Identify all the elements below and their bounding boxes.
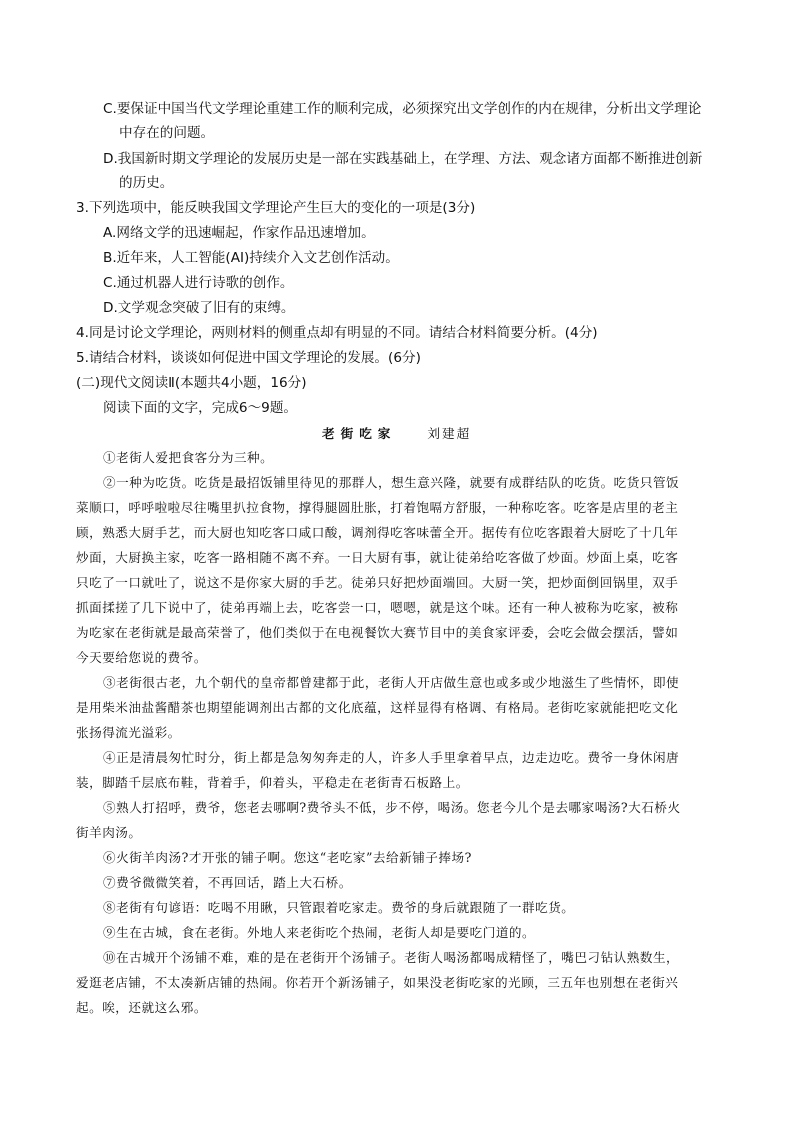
q3-option-a: A.网络文学的迅速崛起，作家作品迅速增加。 (103, 225, 375, 241)
passage-line: 菜顺口，呼呼啦啦尽往嘴里扒拉食物，撑得腿圆肚胀，打着饱嗝方舒服，一种称吃客。吃客是店里的老主 (76, 500, 679, 515)
passage-line: 爱逛老店铺，不太凑新店铺的热闹。你若开个新汤铺子，如果没老街吃家的光顾，三五年也别想在老街兴 (76, 975, 679, 990)
passage-line: ⑩在古城开个汤铺不难，难的是在老街开个汤铺子。老街人喝汤都喝成精怪了，嘴巴刁钻认熟数生， (103, 950, 680, 965)
passage-line: ⑤熟人打招呼，费爷，您老去哪啊?费爷头不低，步不停，喝汤。您老今儿个是去哪家喝汤?大石桥火 (103, 800, 681, 815)
q3-option-d: D.文学观念突破了旧有的束缚。 (103, 300, 295, 316)
passage-line: 炒面，大厨换主家，吃客一路相随不离不弃。一日大厨有事，就让徒弟给吃客做了炒面。炒面上桌，吃客 (76, 550, 679, 565)
passage-line: ①老街人爱把食客分为三种。 (103, 450, 274, 465)
passage-line: 起。唉，还就这么邪。 (76, 1000, 207, 1015)
passage-line: ⑥火街羊肉汤?才开张的铺子啊。您这“老吃家”去给新铺子捧场? (103, 850, 472, 865)
q2-option-d-line2: 的历史。 (119, 175, 174, 191)
q3-stem: 3.下列选项中，能反映我国文学理论产生巨大的变化的一项是(3分) (76, 200, 476, 216)
passage-line: ④正是清晨匆忙时分，街上都是急匆匆奔走的人，许多人手里拿着早点，边走边吃。费爷一身休闲唐 (103, 750, 680, 765)
passage-title: 老街吃家 (322, 426, 397, 441)
passage-line: 是用柴米油盐酱醋茶也期望能调剂出古都的文化底蕴，这样显得有格调、有格局。老街吃家就能把吃文化 (76, 700, 679, 715)
q3-option-b: B.近年来，人工智能(AI)持续介入文艺创作活动。 (103, 250, 399, 266)
passage-line: 为吃家在老街就是最高荣誉了，他们类似于在电视餐饮大赛节目中的美食家评委，会吃会做会摆活，譬如 (76, 625, 679, 640)
question-5: 5.请结合材料，谈谈如何促进中国文学理论的发展。(6分) (76, 350, 421, 366)
passage-line: ②一种为吃货。吃货是最招饭铺里待见的那群人，想生意兴隆，就要有成群结队的吃货。吃货只管饭 (103, 475, 680, 490)
passage-heading (322, 425, 471, 443)
passage-line: ⑦费爷微微笑着，不再回话，踏上大石桥。 (103, 875, 352, 890)
section-heading: (二)现代文阅读Ⅱ(本题共4小题，16分) (76, 375, 307, 391)
passage-line: ⑨生在古城，食在老街。外地人来老街吃个热闹，老街人却是要吃门道的。 (103, 925, 536, 940)
question-4: 4.同是讨论文学理论，两则材料的侧重点却有明显的不同。请结合材料简要分析。(4分) (76, 325, 598, 341)
reading-instruction: 阅读下面的文字，完成6～9题。 (103, 400, 298, 416)
q2-option-c-line2: 中存在的问题。 (119, 125, 215, 141)
passage-line: ③老街很古老，九个朝代的皇帝都曾建都于此，老街人开店做生意也或多或少地滋生了些情怀，即使 (103, 675, 680, 690)
passage-line: ⑧老街有句谚语：吃喝不用瞅，只管跟着吃家走。费爷的身后就跟随了一群吃货。 (103, 900, 575, 915)
passage-line: 张扬得流光溢彩。 (76, 725, 181, 740)
q3-option-c: C.通过机器人进行诗歌的创作。 (103, 275, 294, 291)
passage-line: 只吃了一口就吐了，说这不是你家大厨的手艺。徒弟只好把炒面端回。大厨一笑，把炒面倒回锅里，双手 (76, 575, 679, 590)
passage-line: 今天要给您说的费爷。 (76, 650, 207, 665)
passage-author: 刘建超 (427, 426, 472, 441)
passage-line: 顾，熟悉大厨手艺，而大厨也知吃客口咸口酸，调剂得吃客味蕾全开。据传有位吃客跟着大厨吃了十几年 (76, 525, 679, 540)
passage-line: 装，脚踏千层底布鞋，背着手，仰着头，平稳走在老街青石板路上。 (76, 775, 469, 790)
q2-option-d-line1: D.我国新时期文学理论的发展历史是一部在实践基础上，在学理、方法、观念诸方面都不断推进创新 (103, 151, 703, 167)
passage-line: 抓面揉搓了几下说中了，徒弟再端上去，吃客尝一口，嗯嗯，就是这个味。还有一种人被称为吃家，被称 (76, 600, 679, 615)
passage-line: 街羊肉汤。 (76, 825, 142, 840)
q2-option-c-line1: C.要保证中国当代文学理论重建工作的顺利完成，必须探究出文学创作的内在规律，分析出文学理论 (103, 101, 702, 117)
